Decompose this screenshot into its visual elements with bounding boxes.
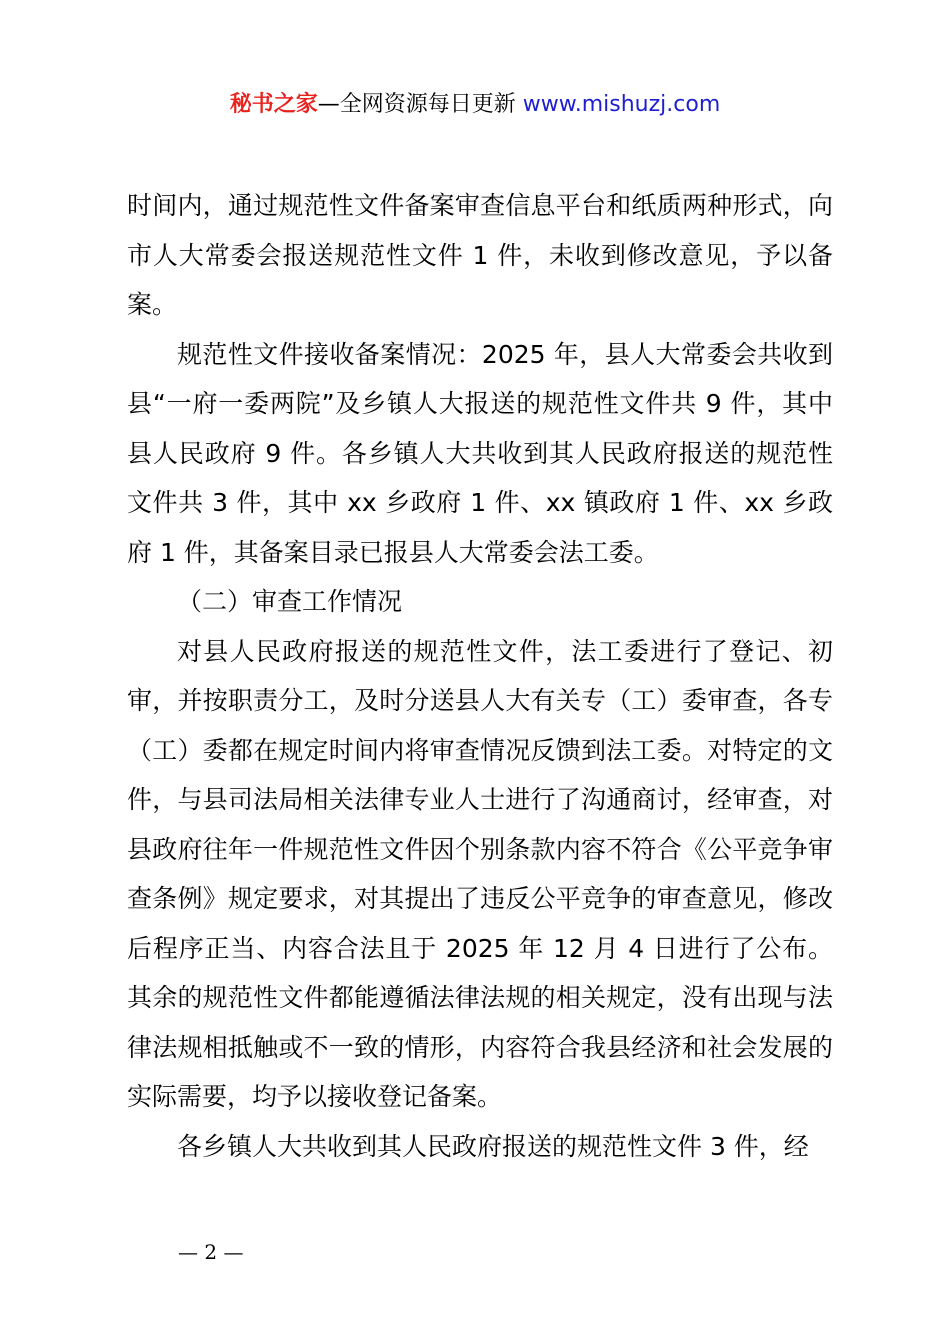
site-url-link[interactable]: www.mishuzj.com [522,92,721,117]
section-heading-review: （二）审查工作情况 [177,587,403,616]
site-banner [0,88,950,122]
paragraph-filing-receipt: 规范性文件接收备案情况：2025 年，县人大常委会共收到县“一府一委两院”及乡镇人大报送的规范性文件共 9 件，其中县人民政府 9 件。各乡镇人大共收到其人民政府报送的规范性文件共 3 件，其中 xx 乡政府 1 件、xx 镇政府 1 件、xx 乡政府 1 件，其备案目录已报县人大常委会法工委。 [127,339,833,567]
paragraph-review-details: 对县人民政府报送的规范性文件，法工委进行了登记、初审，并按职责分工，及时分送县人大有关专（工）委审查，各专（工）委都在规定时间内将审查情况反馈到法工委。对特定的文件，与县司法局相关法律专业人士进行了沟通商讨，经审查，对县政府往年一件规范性文件因个别条款内容不符合《公平竞争审查条例》规定要求，对其提出了违反公平竞争的审查意见，修改后程序正当、内容合法且于 2025 年 12 月 4 日进行了公布。其余的规范性文件都能遵循法律法规的相关规定，没有出现与法律法规相抵触或不一致的情形，内容符合我县经济和社会发展的实际需要，均予以接收登记备案。 [127,636,833,1111]
paragraph-continuation: 时间内，通过规范性文件备案审查信息平台和纸质两种形式，向市人大常委会报送规范性文件 1 件，未收到修改意见，予以备案。 [127,191,833,319]
brand-name: 秘书之家 [229,92,318,117]
banner-tagline: —全网资源每日更新 [317,92,523,117]
paragraph-township-review: 各乡镇人大共收到其人民政府报送的规范性文件 3 件，经 [177,1131,809,1161]
document-body [127,181,833,1171]
page-number: — 2 — [178,1240,244,1264]
